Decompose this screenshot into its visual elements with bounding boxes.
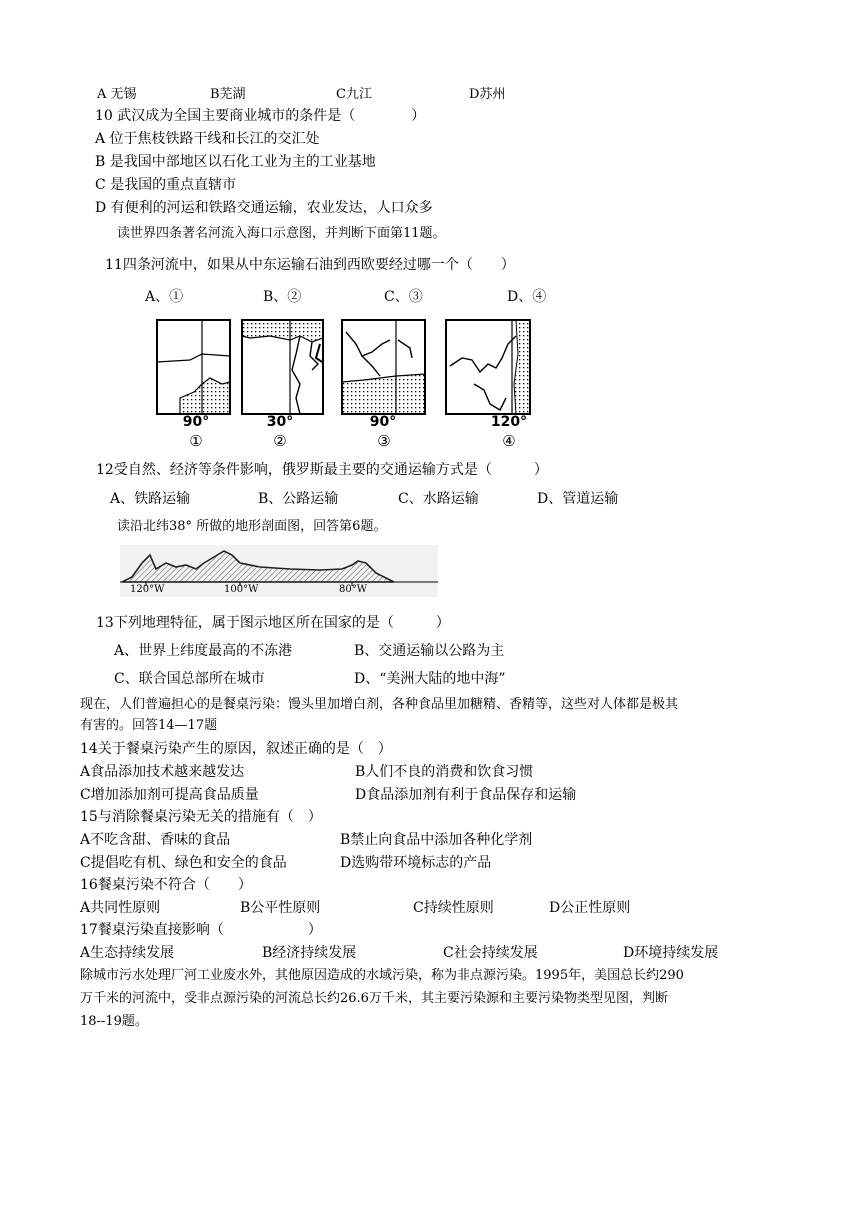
q10-option-d: D 有便利的河运和铁路交通运输，农业发达，人口众多	[95, 200, 433, 216]
intro-18-line-2: 万千米的河流中，受非点源污染的河流总长约26.6万千米，其主要污染源和主要污染物类型见图，判断	[80, 991, 668, 1006]
q14-option-d: D食品添加剂有利于食品保存和运输	[355, 787, 577, 803]
terrain-profile	[120, 545, 438, 597]
q10-stem: 10 武汉成为全国主要商业城市的条件是（ ）	[95, 108, 426, 124]
profile-tick-120w: 120°W	[130, 584, 165, 595]
q17-option-d: D环境持续发展	[623, 945, 719, 961]
map-2-degree: 30°	[266, 414, 294, 430]
q16-option-b: B公平性原则	[240, 900, 321, 916]
river-mouth-maps	[150, 314, 540, 419]
map-2-number: ②	[273, 432, 287, 450]
q17-option-a: A生态持续发展	[80, 945, 175, 961]
q13-stem: 13下列地理特征，属于图示地区所在国家的是（ ）	[96, 615, 450, 631]
map-1-number: ①	[189, 432, 203, 450]
q16-option-d: D公正性原则	[549, 900, 631, 916]
q13-option-d: D、“美洲大陆的地中海”	[354, 671, 506, 687]
q15-option-d: D选购带环境标志的产品	[340, 855, 492, 871]
intro-18-line-3: 18--19题。	[80, 1014, 148, 1029]
q17-option-c: C社会持续发展	[443, 945, 538, 961]
q10-option-c: C 是我国的重点直辖市	[95, 177, 237, 193]
q17-stem: 17餐桌污染直接影响（ ）	[80, 922, 322, 938]
q9-option-b: B芜湖	[210, 87, 246, 102]
q15-option-c: C提倡吃有机、绿色和安全的食品	[80, 855, 287, 871]
q16-stem: 16餐桌污染不符合（ ）	[80, 877, 252, 893]
q11-option-b: B、②	[263, 289, 302, 305]
q11-stem: 11四条河流中，如果从中东运输石油到西欧要经过哪一个（ ）	[105, 257, 515, 273]
q16-option-c: C持续性原则	[413, 900, 494, 916]
map-3-degree: 90°	[369, 414, 397, 430]
q14-option-a: A食品添加技术越来越发达	[80, 764, 245, 780]
map-4-degree: 120°	[490, 414, 528, 430]
q13-option-b: B、交通运输以公路为主	[354, 643, 505, 659]
map-3-number: ③	[377, 432, 391, 450]
q17-option-b: B经济持续发展	[262, 945, 357, 961]
intro-14-line-1: 现在，人们普遍担心的是餐桌污染：馒头里加增白剂，各种食品里加糖精、香精等，这些对人体都是极其	[80, 697, 679, 712]
q16-option-a: A共同性原则	[80, 900, 161, 916]
intro-14-line-2: 有害的。回答14—17题	[80, 718, 218, 733]
intro-18-line-1: 除城市污水处理厂河工业废水外，其他原因造成的水域污染，称为非点源污染。1995年，美国总长约290	[80, 968, 684, 983]
q11-option-d: D、④	[507, 289, 547, 305]
q9-option-a: A 无锡	[97, 87, 137, 102]
q12-stem: 12受自然、经济等条件影响，俄罗斯最主要的交通运输方式是（ ）	[96, 462, 548, 478]
intro-13: 读沿北纬38° 所做的地形剖面图，回答第6题。	[117, 519, 387, 534]
intro-11: 读世界四条著名河流入海口示意图，并判断下面第11题。	[117, 226, 446, 241]
q9-option-c: C九江	[336, 87, 372, 102]
q14-option-b: B人们不良的消费和饮食习惯	[355, 764, 534, 780]
q12-option-b: B、公路运输	[258, 491, 339, 507]
q11-option-a: A、①	[145, 289, 184, 305]
map-4	[446, 320, 530, 414]
q15-stem: 15与消除餐桌污染无关的措施有（ ）	[80, 809, 322, 825]
q9-option-d: D苏州	[469, 87, 506, 102]
profile-tick-80w: 80°W	[339, 584, 368, 595]
q10-option-a: A 位于焦枝铁路干线和长江的交汇处	[95, 131, 320, 147]
map-4-number: ④	[502, 432, 516, 450]
map-3	[342, 320, 425, 414]
q15-option-b: B禁止向食品中添加各种化学剂	[340, 832, 533, 848]
q13-option-a: A、世界上纬度最高的不冻港	[114, 643, 293, 659]
q14-stem: 14关于餐桌污染产生的原因，叙述正确的是（ ）	[80, 741, 392, 757]
profile-tick-100w: 100°W	[224, 584, 259, 595]
q15-option-a: A不吃含甜、香味的食品	[80, 832, 231, 848]
q13-option-c: C、联合国总部所在城市	[114, 671, 265, 687]
q10-option-b: B 是我国中部地区以石化工业为主的工业基地	[95, 154, 376, 170]
q11-option-c: C、③	[384, 289, 423, 305]
q12-option-a: A、铁路运输	[110, 491, 191, 507]
map-1-degree: 90°	[182, 414, 210, 430]
q12-option-c: C、水路运输	[398, 491, 479, 507]
q14-option-c: C增加添加剂可提高食品质量	[80, 787, 259, 803]
map-1	[157, 320, 230, 414]
q12-option-d: D、管道运输	[537, 491, 619, 507]
map-2	[242, 320, 323, 414]
